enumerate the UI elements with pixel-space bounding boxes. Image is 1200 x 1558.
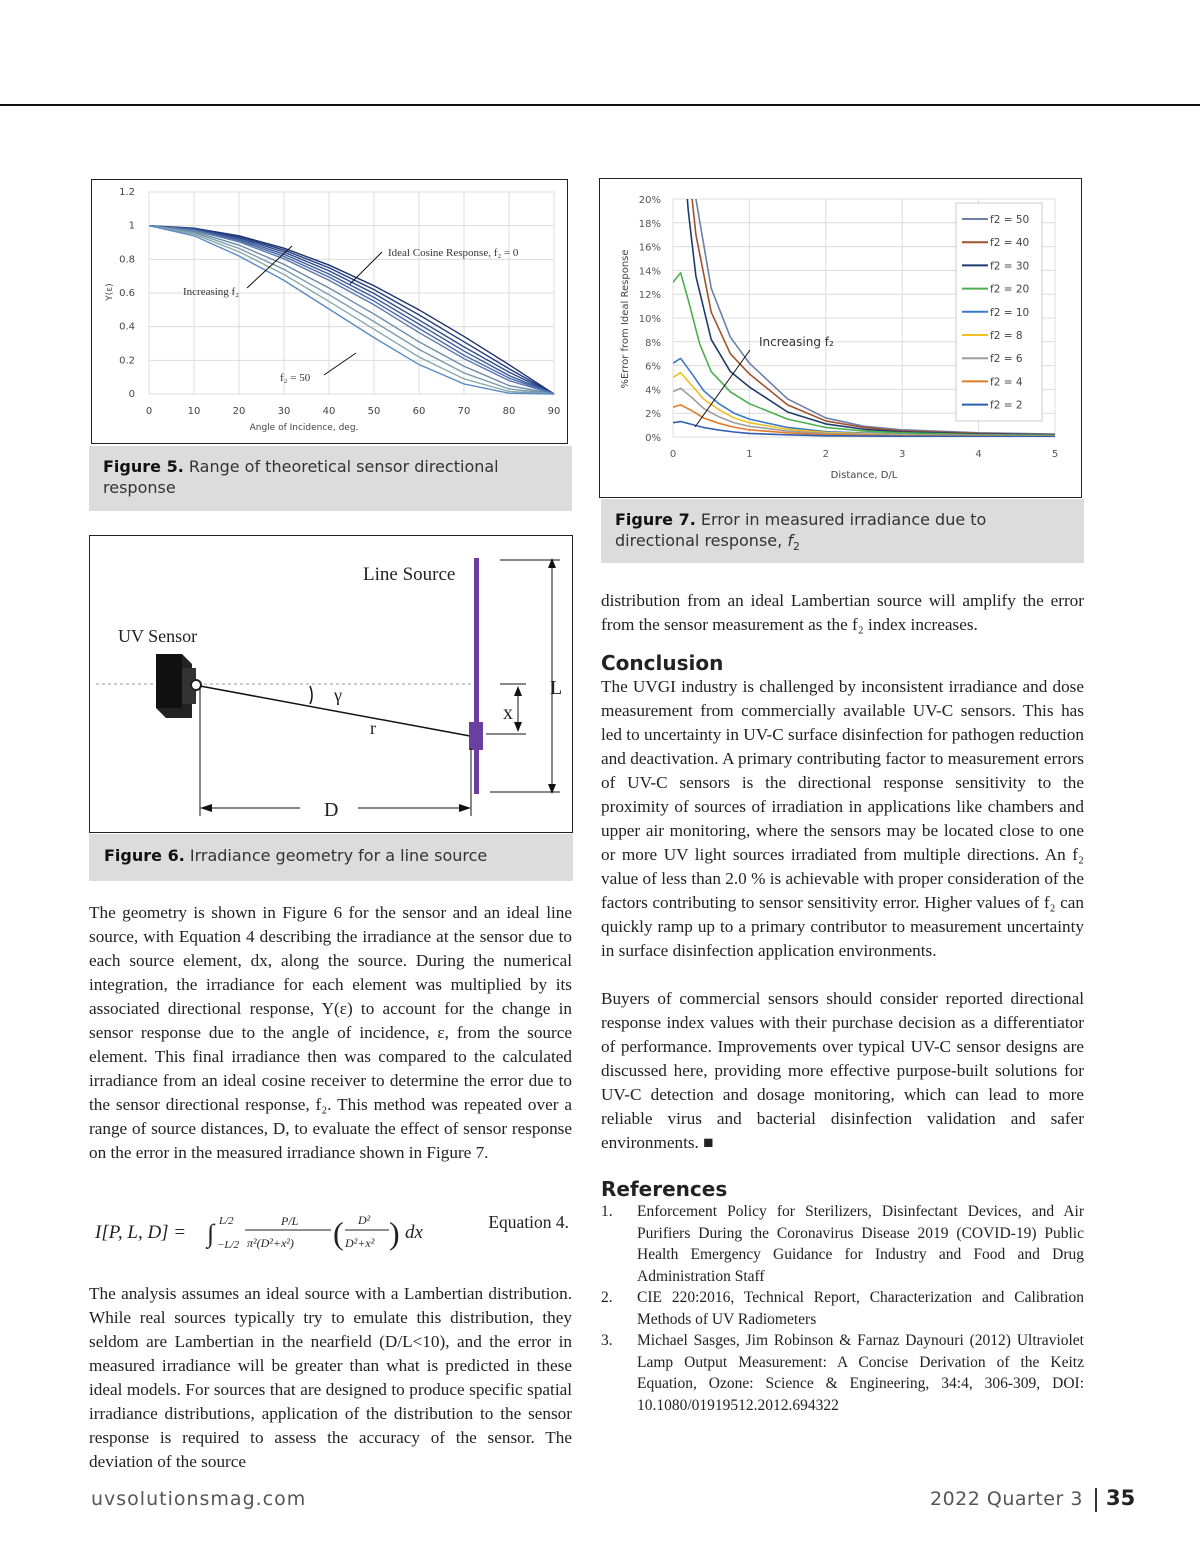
figure-5-xtick: 30: [277, 406, 291, 417]
reference-number: 1.: [601, 1203, 613, 1220]
figure-5-caption-label: Figure 5.: [103, 457, 184, 476]
left-paragraph-1-text: The geometry is shown in Figure 6 for the sensor and an ideal line source, with Equation 4 describing the irradiance at the sensor due to each source element, dx, along the source. During the numerical integration, the irradiance for each element was multiplied by its associated directional response, Y(ε) to account for the change in sensor response due to the angle of incidence, ε, from the source element. This final irradiance then was compared to the calculated irradiance from an ideal cosine receiver to determine the error due to the sensor directional response, f₂. This method was repeated over a range of source distances, D, to evaluate the effect of sensor response on the error in the measured irradiance shown in Figure 7.: [89, 903, 572, 1162]
D-label: D: [324, 799, 339, 821]
figure-7-annotation: Increasing f₂: [759, 335, 834, 349]
figure-6-caption-label: Figure 6.: [104, 846, 185, 865]
figure-7-ytick: 6%: [645, 361, 661, 373]
svg-text:(: (: [333, 1215, 344, 1251]
source-element: [469, 722, 483, 750]
figure-5-xtick: 40: [322, 406, 336, 417]
figure-5-ylabel: Y(ε): [105, 283, 115, 301]
figure-7-legend-label: f2 = 30: [990, 260, 1030, 273]
figure-7-ytick: 12%: [638, 290, 661, 302]
figure-7-legend-label: f2 = 10: [990, 306, 1030, 319]
conclusion-paragraph-1: The UVGI industry is challenged by inconsistent irradiance and dose measurement from commercially available UV-C sensors. This has led to uncertainty in UV-C surface disinfection for pathogen reduction and deactivation. A primary contributing factor to measurement errors of UV-C sensors is the directional response sensitivity to the proximity of sources of irradiation in applications like chambers and upper air monitoring, where the sensors may be located close to one or more UV light sources irradiated from multiple directions. An f₂ value of less than 2.0 % is achievable with proper consideration of the factors contributing to sensor sensitivity error. Higher values of f₂ can quickly ramp up to a primary contributor to measurement uncertainty in surface disinfection application environments.: [601, 677, 1084, 960]
svg-text:D²+x²: D²+x²: [345, 1236, 375, 1250]
figure-7-ytick: 8%: [645, 337, 661, 349]
right-paragraph-0: distribution from an ideal Lambertian source will amplify the error from the sensor measurement as the f₂ index increases.: [601, 591, 1084, 634]
figure-5-caption-text: Range of theoretical sensor directional response: [103, 457, 499, 497]
figure-7-ytick: 20%: [638, 195, 661, 206]
svg-text:π²(D²+x²): π²(D²+x²): [247, 1236, 294, 1250]
figure-7-legend-label: f2 = 50: [990, 214, 1030, 226]
svg-text:−L/2: −L/2: [217, 1239, 240, 1251]
figure-7-legend-label: f2 = 40: [990, 237, 1030, 250]
svg-text:L/2: L/2: [219, 1215, 234, 1227]
figure-5-svg: [92, 180, 566, 442]
figure-7-ytick: 14%: [638, 266, 661, 278]
figure-7-svg: [600, 179, 1080, 496]
figure-7-legend-label: f2 = 20: [990, 283, 1030, 296]
line-source-label: Line Source: [363, 564, 456, 585]
r-label: r: [370, 718, 376, 738]
figure-5-chart: [91, 179, 568, 444]
figure-5-xtick: 0: [145, 406, 153, 417]
figure-5-xtick: 20: [232, 406, 246, 417]
figure-6-caption-text: Irradiance geometry for a line source: [189, 846, 488, 865]
footer-issue: 2022 Quarter 3: [930, 1488, 1083, 1510]
figure-7-xtick: 5: [1051, 449, 1059, 460]
figure-5-annotation-cosine: Ideal Cosine Response, f₂ = 0: [388, 247, 519, 259]
figure-7-xtick: 3: [899, 449, 906, 460]
svg-text:dx: dx: [405, 1222, 423, 1243]
figure-5-ytick: 1.2: [119, 187, 135, 198]
L-label: L: [550, 677, 563, 699]
svg-text:I[P, L, D] =: I[P, L, D] =: [95, 1222, 187, 1243]
figure-5-xtick: 50: [367, 406, 381, 417]
figure-5-ytick: 0.2: [119, 355, 135, 367]
svg-text:D²: D²: [358, 1213, 371, 1227]
gamma-label: γ: [334, 685, 342, 705]
figure-7-caption-var: f: [787, 531, 793, 550]
figure-6-diagram: [89, 535, 573, 833]
reference-item: [601, 1330, 1084, 1416]
uv-sensor-label: UV Sensor: [118, 626, 198, 646]
figure-7-xtick: 4: [975, 449, 982, 460]
figure-5-caption: [89, 446, 572, 511]
reference-text: CIE 220:2016, Technical Report, Characterization and Calibration Methods of UV Radiometers: [637, 1289, 1084, 1328]
references-list: [601, 1201, 1084, 1416]
reference-text: Michael Sasges, Jim Robinson & Farnaz Daynouri (2012) Ultraviolet Lamp Output Measurement: A Concise Derivation of the Keitz Equation, Ozone: Science & Engineering, 34:4, 306-309, DOI: 10.1080/01919512.2012.694322: [637, 1332, 1084, 1414]
conclusion-paragraph-2: Buyers of commercial sensors should consider reported directional response index values with their purchase decision as a differentiator of performance. Improvements over typical UV-C sensor designs are discussed here, providing more effective purpose-built solutions for UV-C detection and dosage monitoring, which can lead to more reliable virus and bacterial disinfection validation and safer environments. ■: [601, 989, 1084, 1152]
page-number: 35: [1106, 1486, 1136, 1510]
figure-5-xlabel: Angle of Incidence, deg.: [249, 423, 359, 433]
figure-7-legend-label: f2 = 4: [990, 376, 1023, 389]
figure-7-ytick: 4%: [645, 385, 661, 397]
figure-7-legend-label: f2 = 8: [990, 330, 1023, 342]
figure-5-xtick: 60: [412, 406, 426, 417]
reference-text: Enforcement Policy for Sterilizers, Disinfectant Devices, and Air Purifiers During the Coronavirus Disease 2019 (COVID-19) Public Health Emergency Guidance for Industry and Food and Drug Administration Staff: [637, 1203, 1084, 1285]
equation-4: [95, 1208, 573, 1256]
reference-number: 2.: [601, 1289, 613, 1306]
reference-item: [601, 1287, 1084, 1330]
reference-number: 3.: [601, 1332, 613, 1349]
figure-7-xtick: 1: [746, 449, 753, 460]
figure-6-svg: [90, 536, 571, 831]
figure-5-annotation-f50: f₂ = 50: [280, 372, 311, 384]
left-paragraph-1: [89, 901, 572, 1165]
footer-divider: [1095, 1488, 1097, 1512]
uv-sensor-icon: [156, 654, 201, 718]
figure-7-ytick: 18%: [638, 218, 661, 230]
line-source-bar: [474, 558, 479, 794]
conclusion-heading: Conclusion: [601, 651, 724, 675]
reference-item: [601, 1201, 1084, 1287]
svg-text:∫: ∫: [207, 1219, 215, 1248]
equation-4-label: Equation 4.: [488, 1212, 569, 1232]
figure-5-ytick: 0.4: [119, 321, 135, 333]
figure-7-xlabel: Distance, D/L: [830, 470, 898, 481]
figure-7-caption-label: Figure 7.: [615, 510, 696, 529]
left-paragraph-2-text: The analysis assumes an ideal source with a Lambertian distribution. While real sources typically try to emulate this distribution, they seldom are Lambertian in the nearfield (D/L<10), and the error in measured irradiance will be greater than what is predicted in these ideal models. For sources that are designed to produce specific spatial irradiance distributions, application of the distribution to the sensor response is required to assess the accuracy of the sensor. The deviation of the source: [89, 1284, 572, 1471]
figure-6-caption: [89, 834, 573, 881]
figure-5-ytick: 1: [128, 220, 135, 232]
figure-7-ylabel: %Error from Ideal Response: [620, 249, 631, 389]
figure-7-ytick: 16%: [638, 242, 661, 254]
footer-site: uvsolutionsmag.com: [91, 1488, 307, 1510]
references-heading: References: [601, 1177, 728, 1201]
svg-text:P/L: P/L: [281, 1214, 299, 1228]
right-column: [601, 589, 1084, 1416]
figure-7-xtick: 0: [669, 449, 677, 460]
figure-7-xtick: 2: [822, 449, 829, 460]
figure-5-ytick: 0.8: [119, 254, 135, 266]
figure-5-xtick: 80: [502, 406, 516, 417]
header-rule: [0, 104, 1200, 106]
figure-7-ytick: 10%: [638, 314, 661, 325]
figure-7-caption: [601, 499, 1084, 563]
figure-7-ytick: 0%: [645, 433, 661, 444]
figure-7-caption-text: Error in measured irradiance due to directional response,: [615, 510, 987, 550]
figure-7-chart: [599, 178, 1082, 498]
figure-7-legend-label: f2 = 6: [990, 353, 1023, 366]
figure-5-xtick: 90: [547, 406, 561, 417]
svg-text:): ): [389, 1215, 400, 1251]
left-paragraph-2: [89, 1282, 572, 1474]
x-label: x: [503, 702, 513, 724]
figure-5-ytick: 0: [128, 389, 135, 400]
figure-5-ytick: 0.6: [119, 288, 135, 299]
figure-7-legend-label: f2 = 2: [990, 399, 1023, 412]
figure-7-ytick: 2%: [645, 409, 661, 421]
figure-7-caption-sub: 2: [792, 540, 800, 554]
equation-4-formula: [95, 1208, 455, 1256]
figure-5-xtick: 10: [187, 406, 201, 417]
figure-5-xtick: 70: [457, 406, 471, 417]
figure-5-annotation-increasing: Increasing f₂: [183, 286, 240, 298]
